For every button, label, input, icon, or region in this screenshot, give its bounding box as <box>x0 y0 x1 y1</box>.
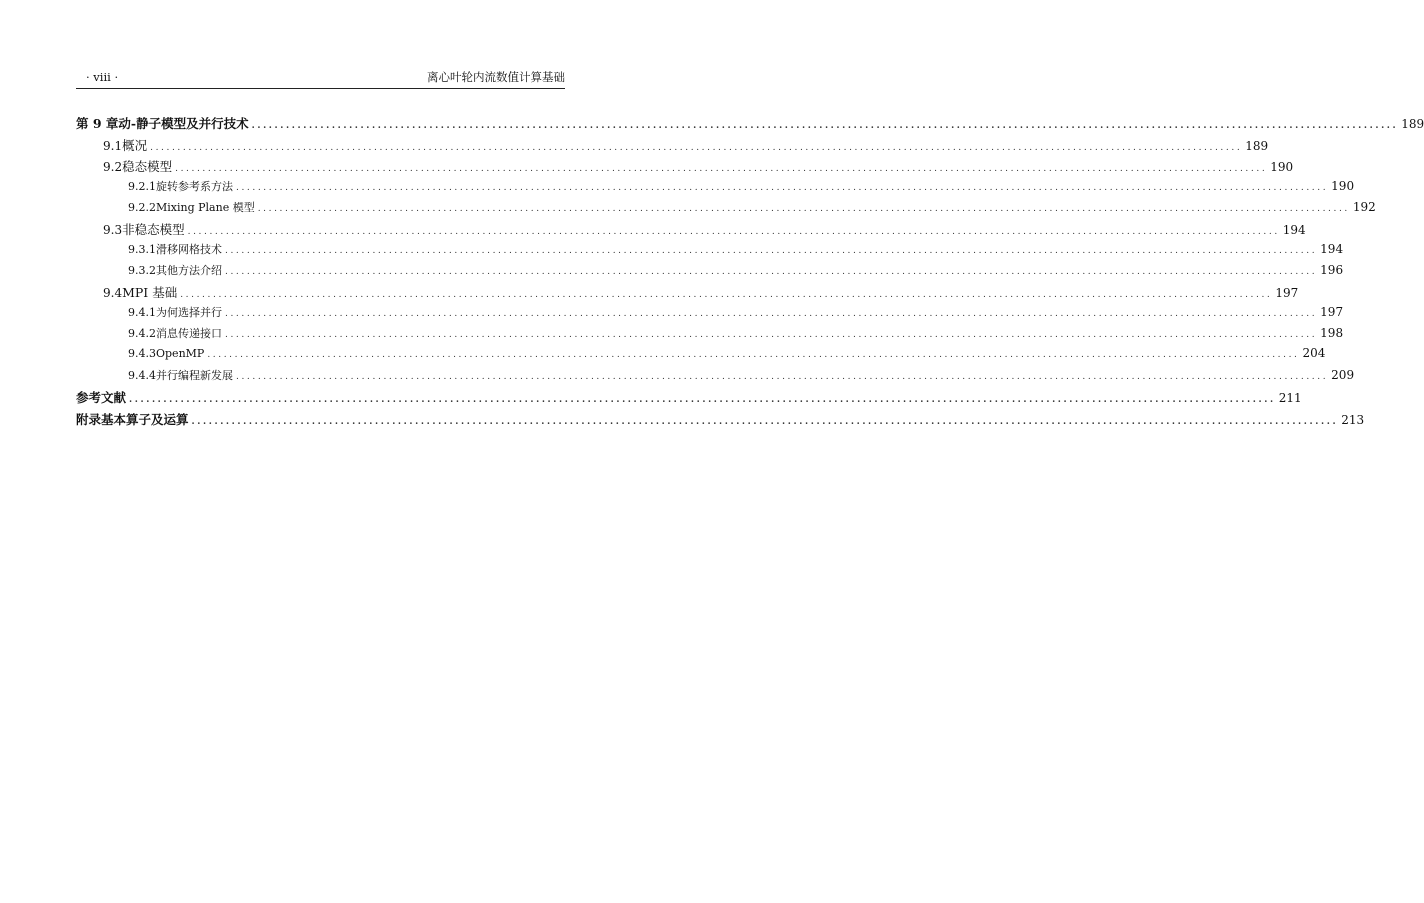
toc-entry-number: 第 9 章 <box>76 116 119 131</box>
toc-entry-title: OpenMP <box>156 347 205 360</box>
page-number: · viii · <box>86 70 119 84</box>
toc-entry-title: 为何选择并行 <box>156 306 222 319</box>
toc-entry-number: 9.4.1 <box>128 306 156 319</box>
page-header <box>76 64 565 89</box>
toc-entry-page: 204 <box>1302 346 1326 360</box>
dot-leader: ........................................................................................................................................................................................................ <box>150 143 1243 153</box>
toc-entry-page: 209 <box>1331 368 1355 382</box>
dot-leader: ........................................................................................................................................................................................................ <box>225 330 1318 340</box>
dot-leader: ........................................................................................................................................................................................................ <box>225 267 1318 277</box>
toc-entry[interactable] <box>76 220 1306 241</box>
dot-leader: ........................................................................................................................................................................................................ <box>236 372 1329 382</box>
toc-entry-page: 189 <box>1401 117 1424 131</box>
toc-entry-page: 190 <box>1331 179 1355 193</box>
toc-entry[interactable] <box>76 346 1326 367</box>
toc-entry-title: 并行编程新发展 <box>156 369 233 382</box>
toc-entry[interactable] <box>76 136 1269 157</box>
dot-leader: ........................................................................................................................................................................................................ <box>180 290 1273 300</box>
toc-entry-page: 190 <box>1270 160 1294 174</box>
dot-leader: ........................................................................................................................................................................................................ <box>187 227 1280 237</box>
toc-entry[interactable] <box>76 178 1355 199</box>
toc-entry-title: 稳态模型 <box>122 159 173 174</box>
toc-entry[interactable] <box>76 241 1344 262</box>
dot-leader: ........................................................................................................................................................................................................ <box>236 183 1329 193</box>
toc-entry-number: 9.3.1 <box>128 243 156 256</box>
toc-entry[interactable] <box>76 114 1424 136</box>
toc-entry-page: 197 <box>1320 305 1344 319</box>
toc-entry-number: 9.2 <box>103 160 123 174</box>
toc-entry-title: 其他方法介绍 <box>156 264 222 277</box>
dot-leader: ........................................................................................................................................................................................................ <box>251 121 1399 131</box>
toc-entry-page: 194 <box>1320 242 1344 256</box>
toc-entry[interactable] <box>76 388 1302 410</box>
toc-entry-page: 196 <box>1320 263 1344 277</box>
dot-leader: ........................................................................................................................................................................................................ <box>225 309 1318 319</box>
toc-entry-page: 213 <box>1341 413 1365 427</box>
toc-entry-number: 9.1 <box>103 139 123 153</box>
toc-entry-page: 198 <box>1320 326 1344 340</box>
toc-entry-number: 9.4.2 <box>128 327 156 340</box>
table-of-contents <box>76 114 1424 432</box>
dot-leader: ........................................................................................................................................................................................................ <box>129 395 1276 405</box>
toc-entry-page: 197 <box>1275 286 1299 300</box>
toc-entry[interactable] <box>76 157 1294 178</box>
toc-entry-number: 9.2.1 <box>128 180 156 193</box>
toc-entry-number: 9.4.3 <box>128 347 156 360</box>
toc-entry-number: 9.4 <box>103 286 123 300</box>
toc-entry-number: 9.3.2 <box>128 264 156 277</box>
toc-entry-title: 基本算子及运算 <box>101 412 189 427</box>
toc-entry[interactable] <box>76 199 1376 220</box>
toc-entry[interactable] <box>76 262 1344 283</box>
toc-entry[interactable] <box>76 410 1365 432</box>
toc-entry-number: 附录 <box>76 412 102 427</box>
dot-leader: ........................................................................................................................................................................................................ <box>207 350 1300 360</box>
toc-entry-number: 9.3 <box>103 223 123 237</box>
toc-entry-title: 非稳态模型 <box>122 222 185 237</box>
toc-entry-title: 消息传递接口 <box>156 327 222 340</box>
toc-entry-title: Mixing Plane 模型 <box>156 201 255 214</box>
toc-entry-page: 211 <box>1278 391 1302 405</box>
toc-entry[interactable] <box>76 367 1355 388</box>
toc-entry-page: 189 <box>1245 139 1269 153</box>
toc-entry-page: 194 <box>1282 223 1306 237</box>
toc-entry[interactable] <box>76 325 1344 346</box>
dot-leader: ........................................................................................................................................................................................................ <box>225 246 1318 256</box>
toc-entry-title: 概况 <box>122 138 148 153</box>
running-title: 离心叶轮内流数值计算基础 <box>427 70 565 84</box>
toc-entry-title: 滑移网格技术 <box>156 243 222 256</box>
toc-entry-title: 参考文献 <box>76 390 127 405</box>
toc-entry[interactable] <box>76 304 1344 325</box>
toc-entry-page: 192 <box>1352 200 1376 214</box>
dot-leader: ........................................................................................................................................................................................................ <box>191 417 1339 427</box>
dot-leader: ........................................................................................................................................................................................................ <box>257 204 1350 214</box>
toc-entry-title: 动-静子模型及并行技术 <box>118 116 249 131</box>
toc-entry-number: 9.4.4 <box>128 369 156 382</box>
toc-entry-title: MPI 基础 <box>122 285 178 300</box>
toc-entry-title: 旋转参考系方法 <box>156 180 233 193</box>
dot-leader: ........................................................................................................................................................................................................ <box>175 164 1268 174</box>
toc-entry[interactable] <box>76 283 1299 304</box>
toc-entry-number: 9.2.2 <box>128 201 156 214</box>
